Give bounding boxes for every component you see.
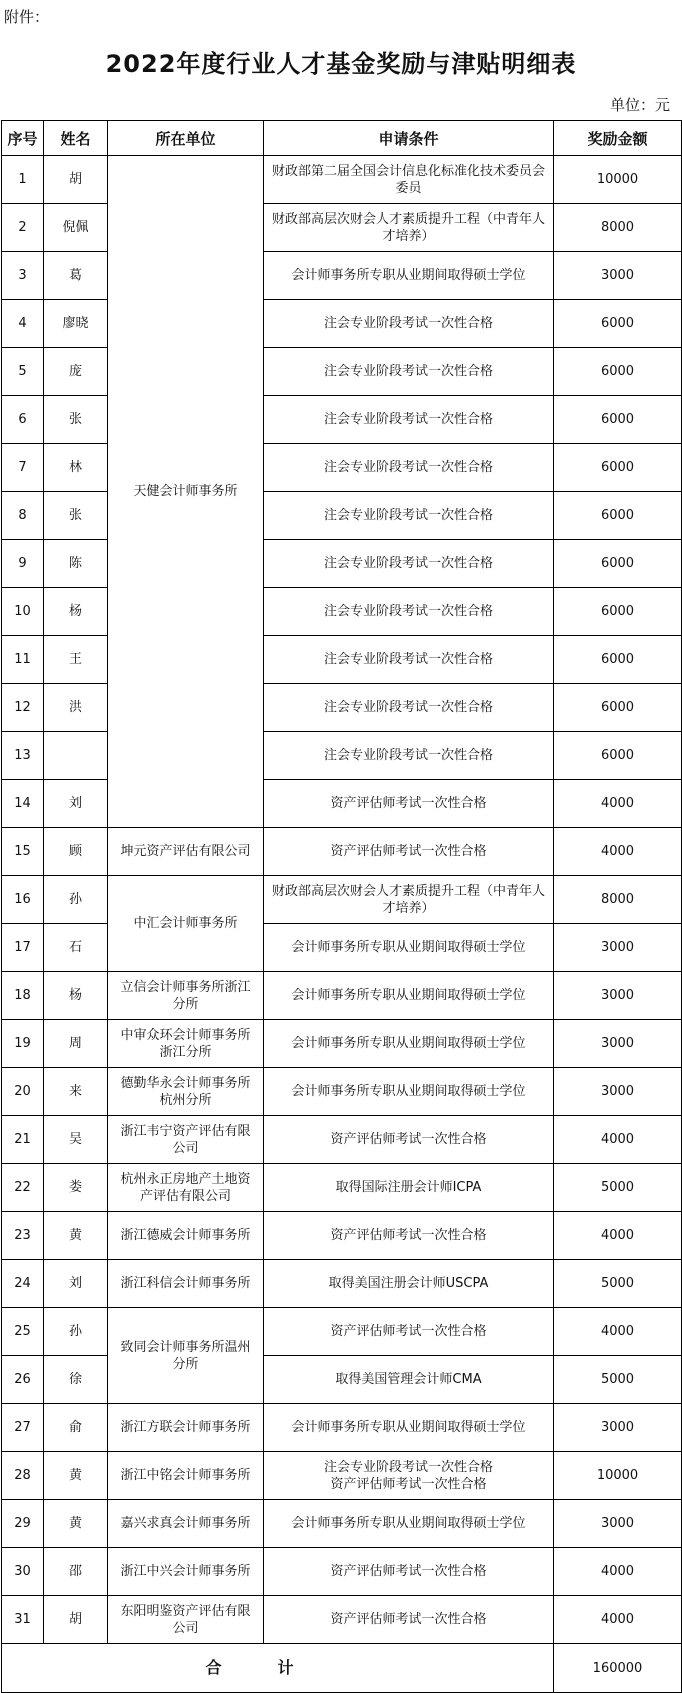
person-name-text: 张 <box>68 412 82 427</box>
table-row <box>2 1500 682 1548</box>
table-row <box>2 1212 682 1260</box>
table-row <box>2 1164 682 1212</box>
total-row <box>2 1644 682 1693</box>
person-name-text: 陈 <box>68 556 82 571</box>
organization-cell: 浙江德威会计师事务所 <box>108 1212 264 1260</box>
amount-cell: 4000 <box>554 1116 682 1164</box>
person-name-text: 徐 <box>68 1372 82 1387</box>
table-row <box>2 876 682 924</box>
total-label <box>2 1644 554 1693</box>
organization-cell: 浙江中铭会计师事务所 <box>108 1452 264 1500</box>
condition-cell: 资产评估师考试一次性合格 <box>264 828 554 876</box>
amount-cell: 5000 <box>554 1356 682 1404</box>
person-name-text: 杨 <box>68 988 82 1003</box>
organization-cell: 天健会计师事务所 <box>108 156 264 828</box>
table-row <box>2 1068 682 1116</box>
amount-cell: 4000 <box>554 1212 682 1260</box>
condition-cell: 会计师事务所专职从业期间取得硕士学位 <box>264 1068 554 1116</box>
amount-cell: 6000 <box>554 348 682 396</box>
person-name-text: 黄 <box>68 1228 82 1243</box>
person-name-text: 孙 <box>68 892 82 907</box>
total-amount: 160000 <box>554 1644 682 1693</box>
person-name-text: 邵 <box>68 1564 82 1579</box>
person-name-text: 张 <box>68 508 82 523</box>
condition-cell: 注会专业阶段考试一次性合格 <box>264 492 554 540</box>
amount-cell: 5000 <box>554 1260 682 1308</box>
condition-cell: 资产评估师考试一次性合格 <box>264 1116 554 1164</box>
unit-label: 单位：元 <box>609 96 670 114</box>
person-name-text: 黄 <box>68 1516 82 1531</box>
condition-cell: 财政部第二届全国会计信息化标准化技术委员会委员 <box>264 156 554 204</box>
row-index: 3 <box>2 252 44 300</box>
row-index: 13 <box>2 732 44 780</box>
amount-cell: 6000 <box>554 684 682 732</box>
amount-cell: 8000 <box>554 876 682 924</box>
row-index: 20 <box>2 1068 44 1116</box>
person-name-text: 林 <box>68 460 82 475</box>
amount-cell: 6000 <box>554 396 682 444</box>
person-name <box>44 1068 108 1116</box>
row-index: 7 <box>2 444 44 492</box>
amount-cell: 3000 <box>554 1068 682 1116</box>
attachment-label: 附件： <box>4 8 50 26</box>
condition-cell: 会计师事务所专职从业期间取得硕士学位 <box>264 1500 554 1548</box>
organization-cell: 坤元资产评估有限公司 <box>108 828 264 876</box>
row-index: 16 <box>2 876 44 924</box>
amount-cell: 3000 <box>554 972 682 1020</box>
col-header-amount: 奖励金额 <box>554 121 682 156</box>
row-index: 26 <box>2 1356 44 1404</box>
organization-cell: 杭州永正房地产土地资 产评估有限公司 <box>108 1164 264 1212</box>
person-name <box>44 204 108 252</box>
amount-cell: 3000 <box>554 924 682 972</box>
condition-cell: 资产评估师考试一次性合格 <box>264 1548 554 1596</box>
organization-cell: 立信会计师事务所浙江 分所 <box>108 972 264 1020</box>
row-index: 12 <box>2 684 44 732</box>
organization-cell: 中汇会计师事务所 <box>108 876 264 972</box>
table-row <box>2 1548 682 1596</box>
person-name <box>44 876 108 924</box>
person-name-text: 石 <box>68 940 82 955</box>
amount-cell: 4000 <box>554 1548 682 1596</box>
table-row <box>2 684 682 732</box>
amount-cell: 6000 <box>554 492 682 540</box>
organization-cell: 中审众环会计师事务所 浙江分所 <box>108 1020 264 1068</box>
row-index: 2 <box>2 204 44 252</box>
organization-cell: 浙江方联会计师事务所 <box>108 1404 264 1452</box>
person-name <box>44 588 108 636</box>
row-index: 29 <box>2 1500 44 1548</box>
row-index: 15 <box>2 828 44 876</box>
row-index: 14 <box>2 780 44 828</box>
row-index: 23 <box>2 1212 44 1260</box>
condition-cell: 注会专业阶段考试一次性合格 <box>264 444 554 492</box>
condition-cell: 会计师事务所专职从业期间取得硕士学位 <box>264 252 554 300</box>
amount-cell: 3000 <box>554 252 682 300</box>
amount-cell: 6000 <box>554 588 682 636</box>
condition-cell: 注会专业阶段考试一次性合格 <box>264 636 554 684</box>
table-row <box>2 444 682 492</box>
amount-cell: 4000 <box>554 1596 682 1644</box>
organization-cell: 浙江中兴会计师事务所 <box>108 1548 264 1596</box>
table-row <box>2 972 682 1020</box>
amount-cell: 3000 <box>554 1500 682 1548</box>
amount-cell: 10000 <box>554 1452 682 1500</box>
person-name-text: 顾 <box>68 844 82 859</box>
row-index: 19 <box>2 1020 44 1068</box>
person-name <box>44 924 108 972</box>
amount-cell: 4000 <box>554 828 682 876</box>
table-row <box>2 348 682 396</box>
condition-cell: 注会专业阶段考试一次性合格 <box>264 300 554 348</box>
table-row <box>2 636 682 684</box>
person-name <box>44 348 108 396</box>
table-row <box>2 252 682 300</box>
person-name <box>44 540 108 588</box>
person-name-text: 倪佩 <box>62 220 89 235</box>
table-row <box>2 204 682 252</box>
amount-cell: 6000 <box>554 300 682 348</box>
table-row <box>2 1116 682 1164</box>
condition-cell: 取得美国注册会计师USCPA <box>264 1260 554 1308</box>
row-index: 5 <box>2 348 44 396</box>
person-name <box>44 1356 108 1404</box>
table-row <box>2 732 682 780</box>
person-name-text: 胡 <box>68 172 82 187</box>
row-index: 25 <box>2 1308 44 1356</box>
person-name <box>44 1308 108 1356</box>
condition-cell: 注会专业阶段考试一次性合格 <box>264 396 554 444</box>
condition-cell: 会计师事务所专职从业期间取得硕士学位 <box>264 972 554 1020</box>
row-index: 17 <box>2 924 44 972</box>
condition-cell: 会计师事务所专职从业期间取得硕士学位 <box>264 924 554 972</box>
person-name <box>44 732 108 780</box>
row-index: 18 <box>2 972 44 1020</box>
person-name-text: 杨 <box>68 604 82 619</box>
condition-cell: 注会专业阶段考试一次性合格 <box>264 348 554 396</box>
table-row <box>2 780 682 828</box>
total-label-text: 合计 <box>205 1657 350 1677</box>
row-index: 30 <box>2 1548 44 1596</box>
condition-cell: 财政部高层次财会人才素质提升工程（中青年人才培养） <box>264 876 554 924</box>
amount-cell: 6000 <box>554 636 682 684</box>
person-name-text: 俞 <box>68 1420 82 1435</box>
person-name-text: 刘 <box>68 796 82 811</box>
row-index: 24 <box>2 1260 44 1308</box>
amount-cell: 4000 <box>554 1308 682 1356</box>
person-name-text: 廖晓 <box>62 316 89 331</box>
table-row <box>2 1356 682 1404</box>
amount-cell: 6000 <box>554 444 682 492</box>
person-name <box>44 684 108 732</box>
person-name <box>44 1116 108 1164</box>
table-header-row <box>2 121 682 156</box>
person-name-text: 洪 <box>68 700 82 715</box>
table-row <box>2 1020 682 1068</box>
amount-cell: 6000 <box>554 732 682 780</box>
row-index: 31 <box>2 1596 44 1644</box>
condition-cell: 注会专业阶段考试一次性合格 <box>264 588 554 636</box>
person-name <box>44 1020 108 1068</box>
person-name <box>44 828 108 876</box>
table-row <box>2 1596 682 1644</box>
condition-cell: 资产评估师考试一次性合格 <box>264 1212 554 1260</box>
row-index: 27 <box>2 1404 44 1452</box>
row-index: 21 <box>2 1116 44 1164</box>
person-name <box>44 252 108 300</box>
condition-cell: 注会专业阶段考试一次性合格 <box>264 732 554 780</box>
person-name <box>44 780 108 828</box>
condition-cell: 资产评估师考试一次性合格 <box>264 780 554 828</box>
row-index: 6 <box>2 396 44 444</box>
condition-cell: 注会专业阶段考试一次性合格 资产评估师考试一次性合格 <box>264 1452 554 1500</box>
table-row <box>2 1404 682 1452</box>
condition-cell: 会计师事务所专职从业期间取得硕士学位 <box>264 1020 554 1068</box>
table-row <box>2 156 682 204</box>
amount-cell: 10000 <box>554 156 682 204</box>
condition-cell: 注会专业阶段考试一次性合格 <box>264 540 554 588</box>
person-name <box>44 1212 108 1260</box>
row-index: 9 <box>2 540 44 588</box>
table-row <box>2 1260 682 1308</box>
organization-cell: 致同会计师事务所温州 分所 <box>108 1308 264 1404</box>
table-row <box>2 828 682 876</box>
document-title: 2022年度行业人才基金奖励与津贴明细表 <box>105 50 577 78</box>
row-index: 22 <box>2 1164 44 1212</box>
person-name <box>44 156 108 204</box>
table-row <box>2 540 682 588</box>
condition-cell: 资产评估师考试一次性合格 <box>264 1308 554 1356</box>
row-index: 8 <box>2 492 44 540</box>
organization-cell: 嘉兴求真会计师事务所 <box>108 1500 264 1548</box>
person-name <box>44 300 108 348</box>
amount-cell: 8000 <box>554 204 682 252</box>
table-row <box>2 1452 682 1500</box>
person-name <box>44 1452 108 1500</box>
person-name <box>44 1164 108 1212</box>
amount-cell: 5000 <box>554 1164 682 1212</box>
table-row <box>2 1308 682 1356</box>
person-name-text: 孙 <box>68 1324 82 1339</box>
amount-cell: 3000 <box>554 1020 682 1068</box>
person-name-text: 胡 <box>68 1612 82 1627</box>
amount-cell: 6000 <box>554 540 682 588</box>
person-name <box>44 444 108 492</box>
person-name-text: 娄 <box>68 1180 82 1195</box>
person-name-text: 刘 <box>68 1276 82 1291</box>
table-row <box>2 924 682 972</box>
person-name-text: 王 <box>68 652 82 667</box>
condition-cell: 会计师事务所专职从业期间取得硕士学位 <box>264 1404 554 1452</box>
table-row <box>2 492 682 540</box>
person-name-text: 黄 <box>68 1468 82 1483</box>
table-row <box>2 300 682 348</box>
col-header-name: 姓名 <box>44 121 108 156</box>
organization-cell: 东阳明鉴资产评估有限 公司 <box>108 1596 264 1644</box>
person-name <box>44 492 108 540</box>
organization-cell: 浙江科信会计师事务所 <box>108 1260 264 1308</box>
person-name-text: 葛 <box>68 268 82 283</box>
table-row <box>2 588 682 636</box>
person-name <box>44 1548 108 1596</box>
amount-cell: 4000 <box>554 780 682 828</box>
person-name <box>44 396 108 444</box>
table-row <box>2 396 682 444</box>
condition-cell: 资产评估师考试一次性合格 <box>264 1596 554 1644</box>
person-name-text: 吴 <box>68 1132 82 1147</box>
organization-cell: 浙江韦宁资产评估有限 公司 <box>108 1116 264 1164</box>
row-index: 4 <box>2 300 44 348</box>
person-name-text: 来 <box>68 1084 82 1099</box>
row-index: 28 <box>2 1452 44 1500</box>
person-name <box>44 1260 108 1308</box>
organization-cell: 德勤华永会计师事务所 杭州分所 <box>108 1068 264 1116</box>
person-name-text: 庞 <box>68 364 82 379</box>
col-header-unit: 所在单位 <box>108 121 264 156</box>
col-header-condition: 申请条件 <box>264 121 554 156</box>
person-name <box>44 972 108 1020</box>
person-name-text: 周 <box>68 1036 82 1051</box>
row-index: 11 <box>2 636 44 684</box>
amount-cell: 3000 <box>554 1404 682 1452</box>
award-table <box>1 120 682 1693</box>
condition-cell: 取得国际注册会计师ICPA <box>264 1164 554 1212</box>
col-header-index: 序号 <box>2 121 44 156</box>
condition-cell: 取得美国管理会计师CMA <box>264 1356 554 1404</box>
row-index: 10 <box>2 588 44 636</box>
condition-cell: 财政部高层次财会人才素质提升工程（中青年人才培养） <box>264 204 554 252</box>
condition-cell: 注会专业阶段考试一次性合格 <box>264 684 554 732</box>
person-name <box>44 1500 108 1548</box>
person-name <box>44 1596 108 1644</box>
row-index: 1 <box>2 156 44 204</box>
person-name <box>44 1404 108 1452</box>
person-name <box>44 636 108 684</box>
